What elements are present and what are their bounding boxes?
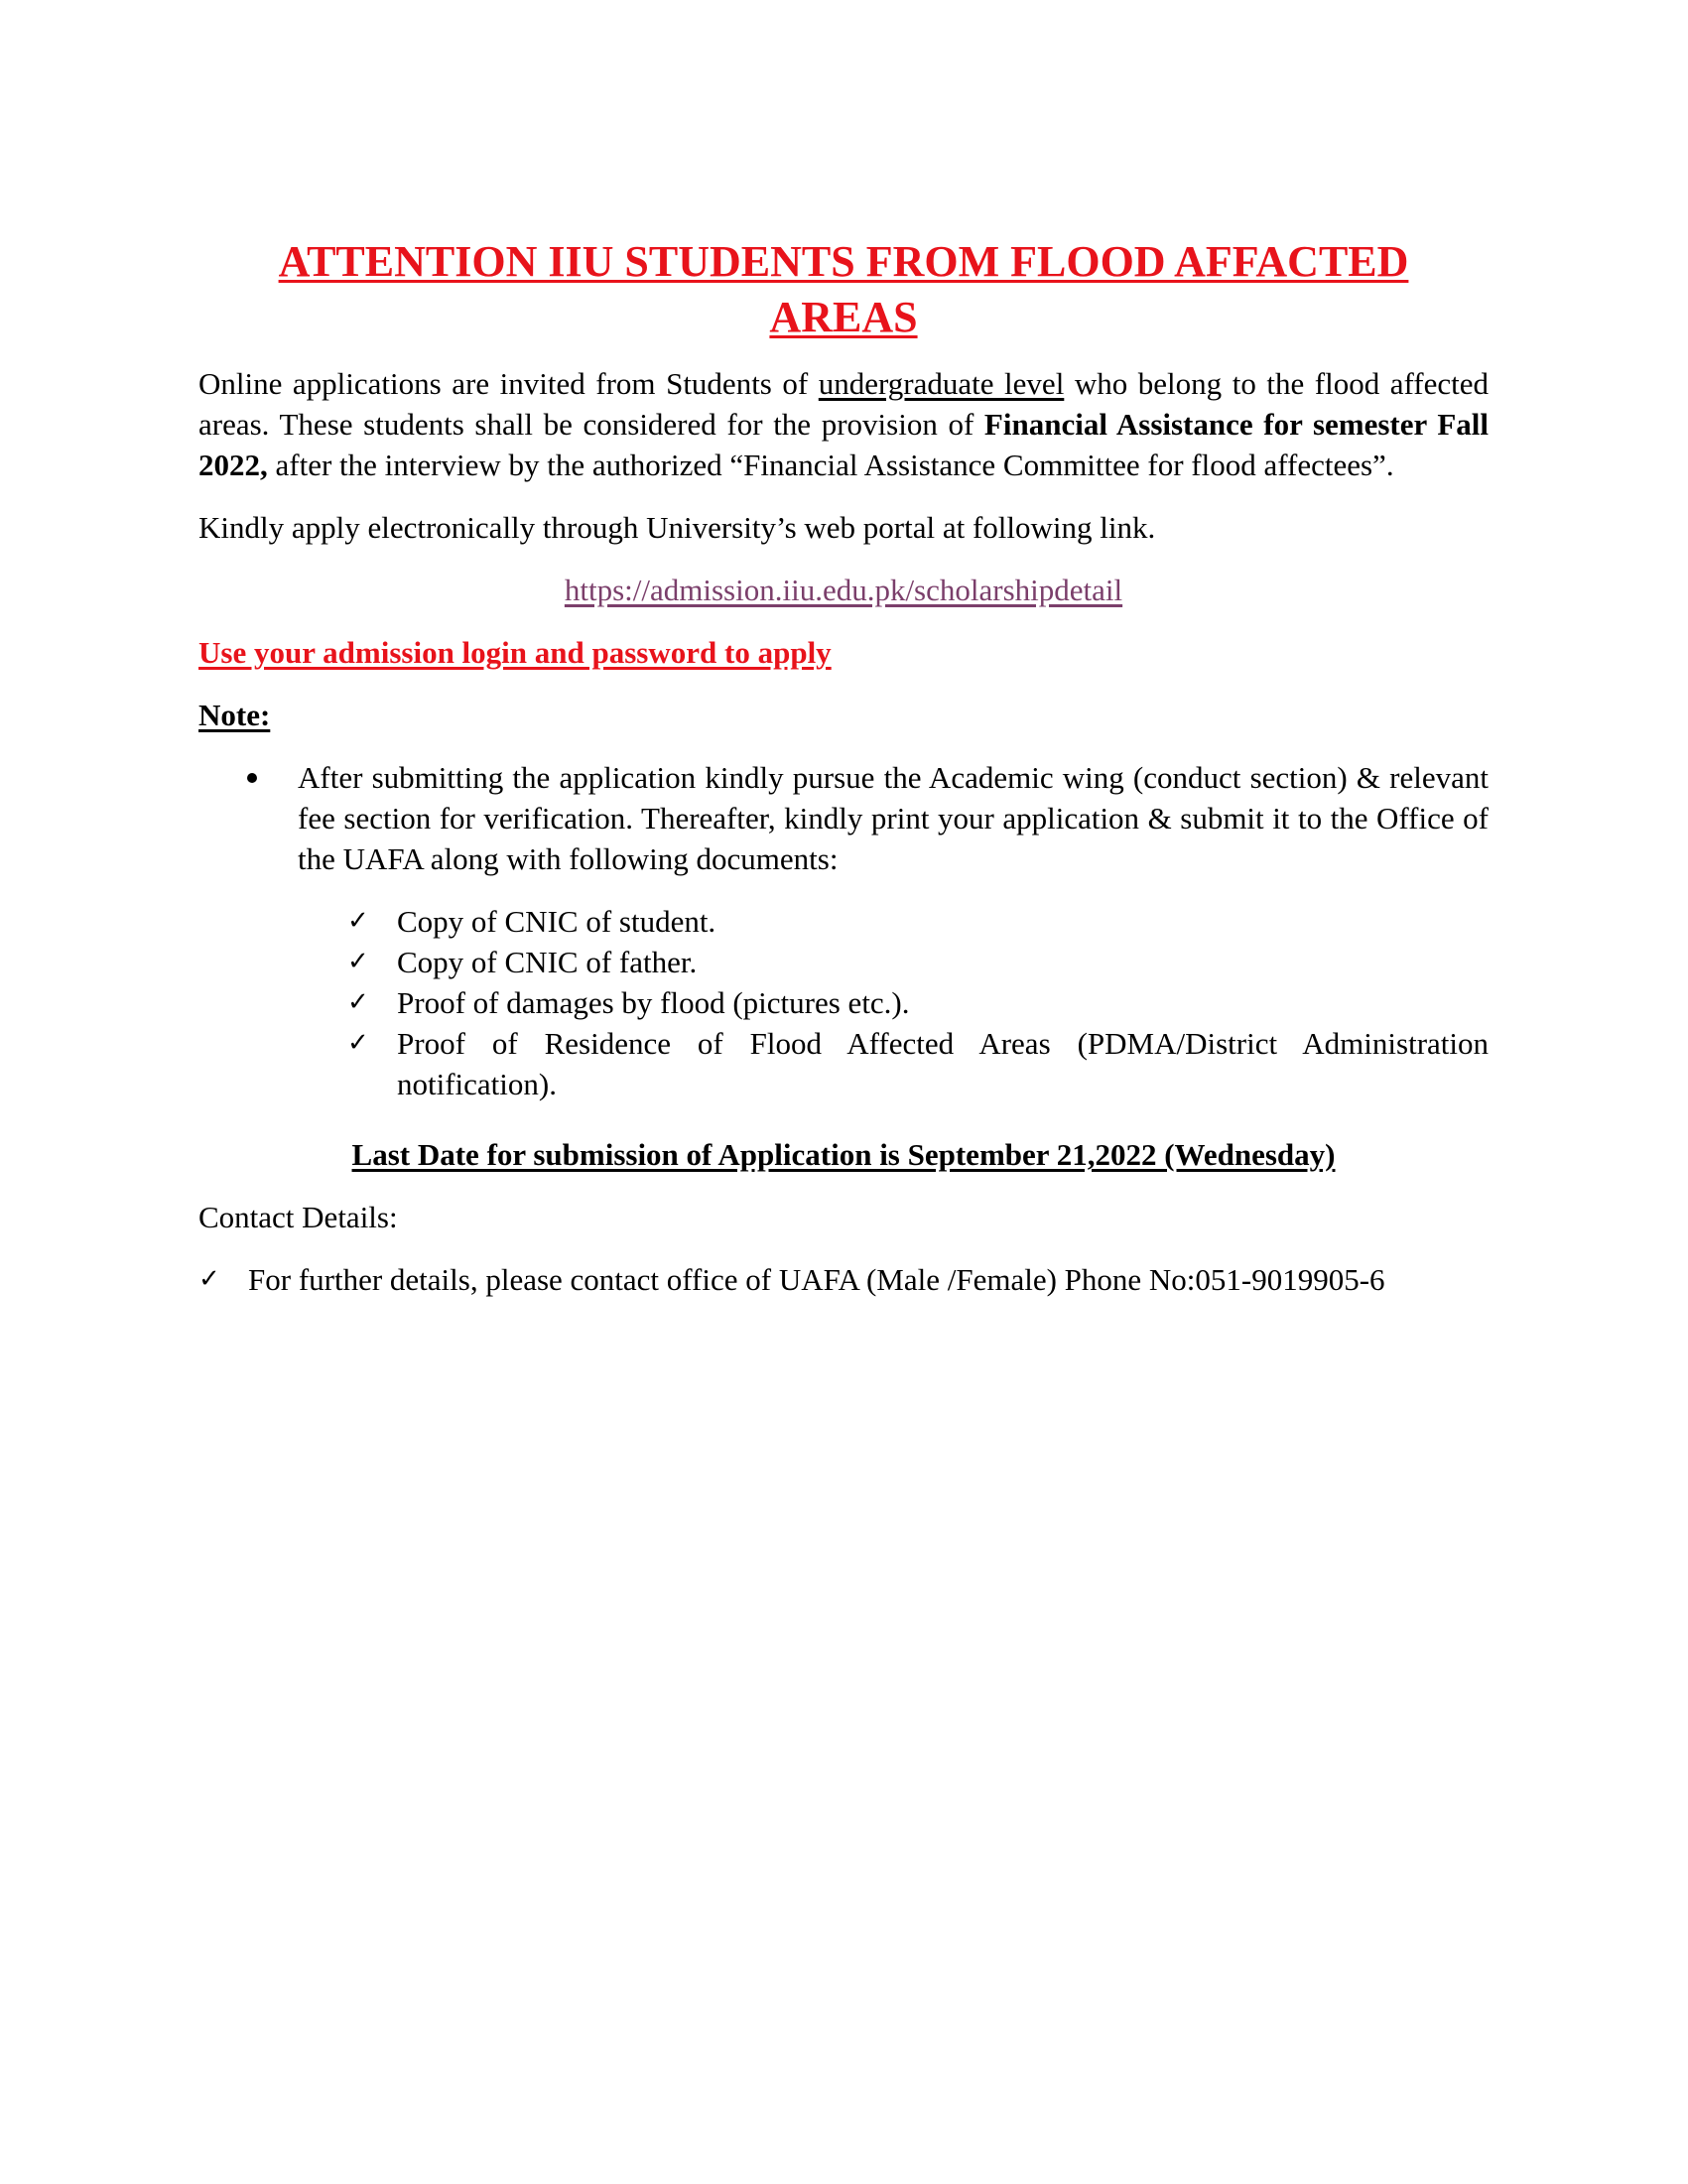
checkmark-icon: ✓ [347, 1028, 369, 1058]
intro-underlined-text: undergraduate level [818, 366, 1065, 401]
apply-instruction: Kindly apply electronically through University’s web portal at following link. [198, 510, 1156, 545]
checkmark-icon: ✓ [347, 906, 369, 936]
intro-text-2: who belong to the flood affected areas. These students shall be considered for the provision of [198, 366, 1489, 442]
checkmark-icon: ✓ [347, 947, 369, 976]
document-item-label: Copy of CNIC of student. [397, 904, 716, 939]
intro-bold-text: Financial Assistance for semester Fall 2022, [198, 407, 1489, 482]
note-heading: Note: [198, 698, 271, 732]
intro-text-3: after the interview by the authorized “Financial Assistance Committee for flood affectees”. [267, 448, 1394, 482]
contact-heading: Contact Details: [198, 1200, 398, 1234]
document-item-flood-damage-proof [347, 982, 1489, 1023]
portal-link[interactable]: https://admission.iiu.edu.pk/scholarshipdetail [564, 573, 1123, 607]
contact-text: For further details, please contact office of UAFA (Male /Female) Phone No:051-9019905-6 [248, 1262, 1385, 1297]
document-item-cnic-father [347, 942, 1489, 982]
required-documents-list [198, 901, 1489, 1104]
note-bullet-item [198, 757, 1489, 879]
document-body [198, 234, 1489, 1300]
note-bullet-text: After submitting the application kindly pursue the Academic wing (conduct section) & relevant fee section for verification. Thereafter, kindly print your application & submit it to the Office of the UAFA along with following documents: [298, 760, 1489, 876]
document-item-label: Proof of Residence of Flood Affected Areas (PDMA/District Administration notification). [397, 1026, 1489, 1101]
portal-link-line [198, 570, 1489, 610]
contact-item [198, 1259, 1489, 1300]
login-notice: Use your admission login and password to apply [198, 635, 832, 670]
title-line-2: AREAS [769, 293, 918, 341]
deadline-notice: Last Date for submission of Application is September 21,2022 (Wednesday) [351, 1137, 1336, 1172]
checkmark-icon: ✓ [347, 987, 369, 1017]
title-line-1: ATTENTION IIU STUDENTS FROM FLOOD AFFACTED [278, 237, 1409, 286]
bullet-dot-icon [247, 773, 257, 783]
document-item-residence-proof [347, 1023, 1489, 1104]
intro-paragraph [198, 363, 1489, 485]
checkmark-icon: ✓ [198, 1264, 220, 1294]
document-item-label: Copy of CNIC of father. [397, 945, 698, 979]
document-item-label: Proof of damages by flood (pictures etc.). [397, 985, 910, 1020]
page-title [198, 234, 1489, 345]
intro-text-1: Online applications are invited from Students of [198, 366, 819, 401]
document-item-cnic-student [347, 901, 1489, 942]
